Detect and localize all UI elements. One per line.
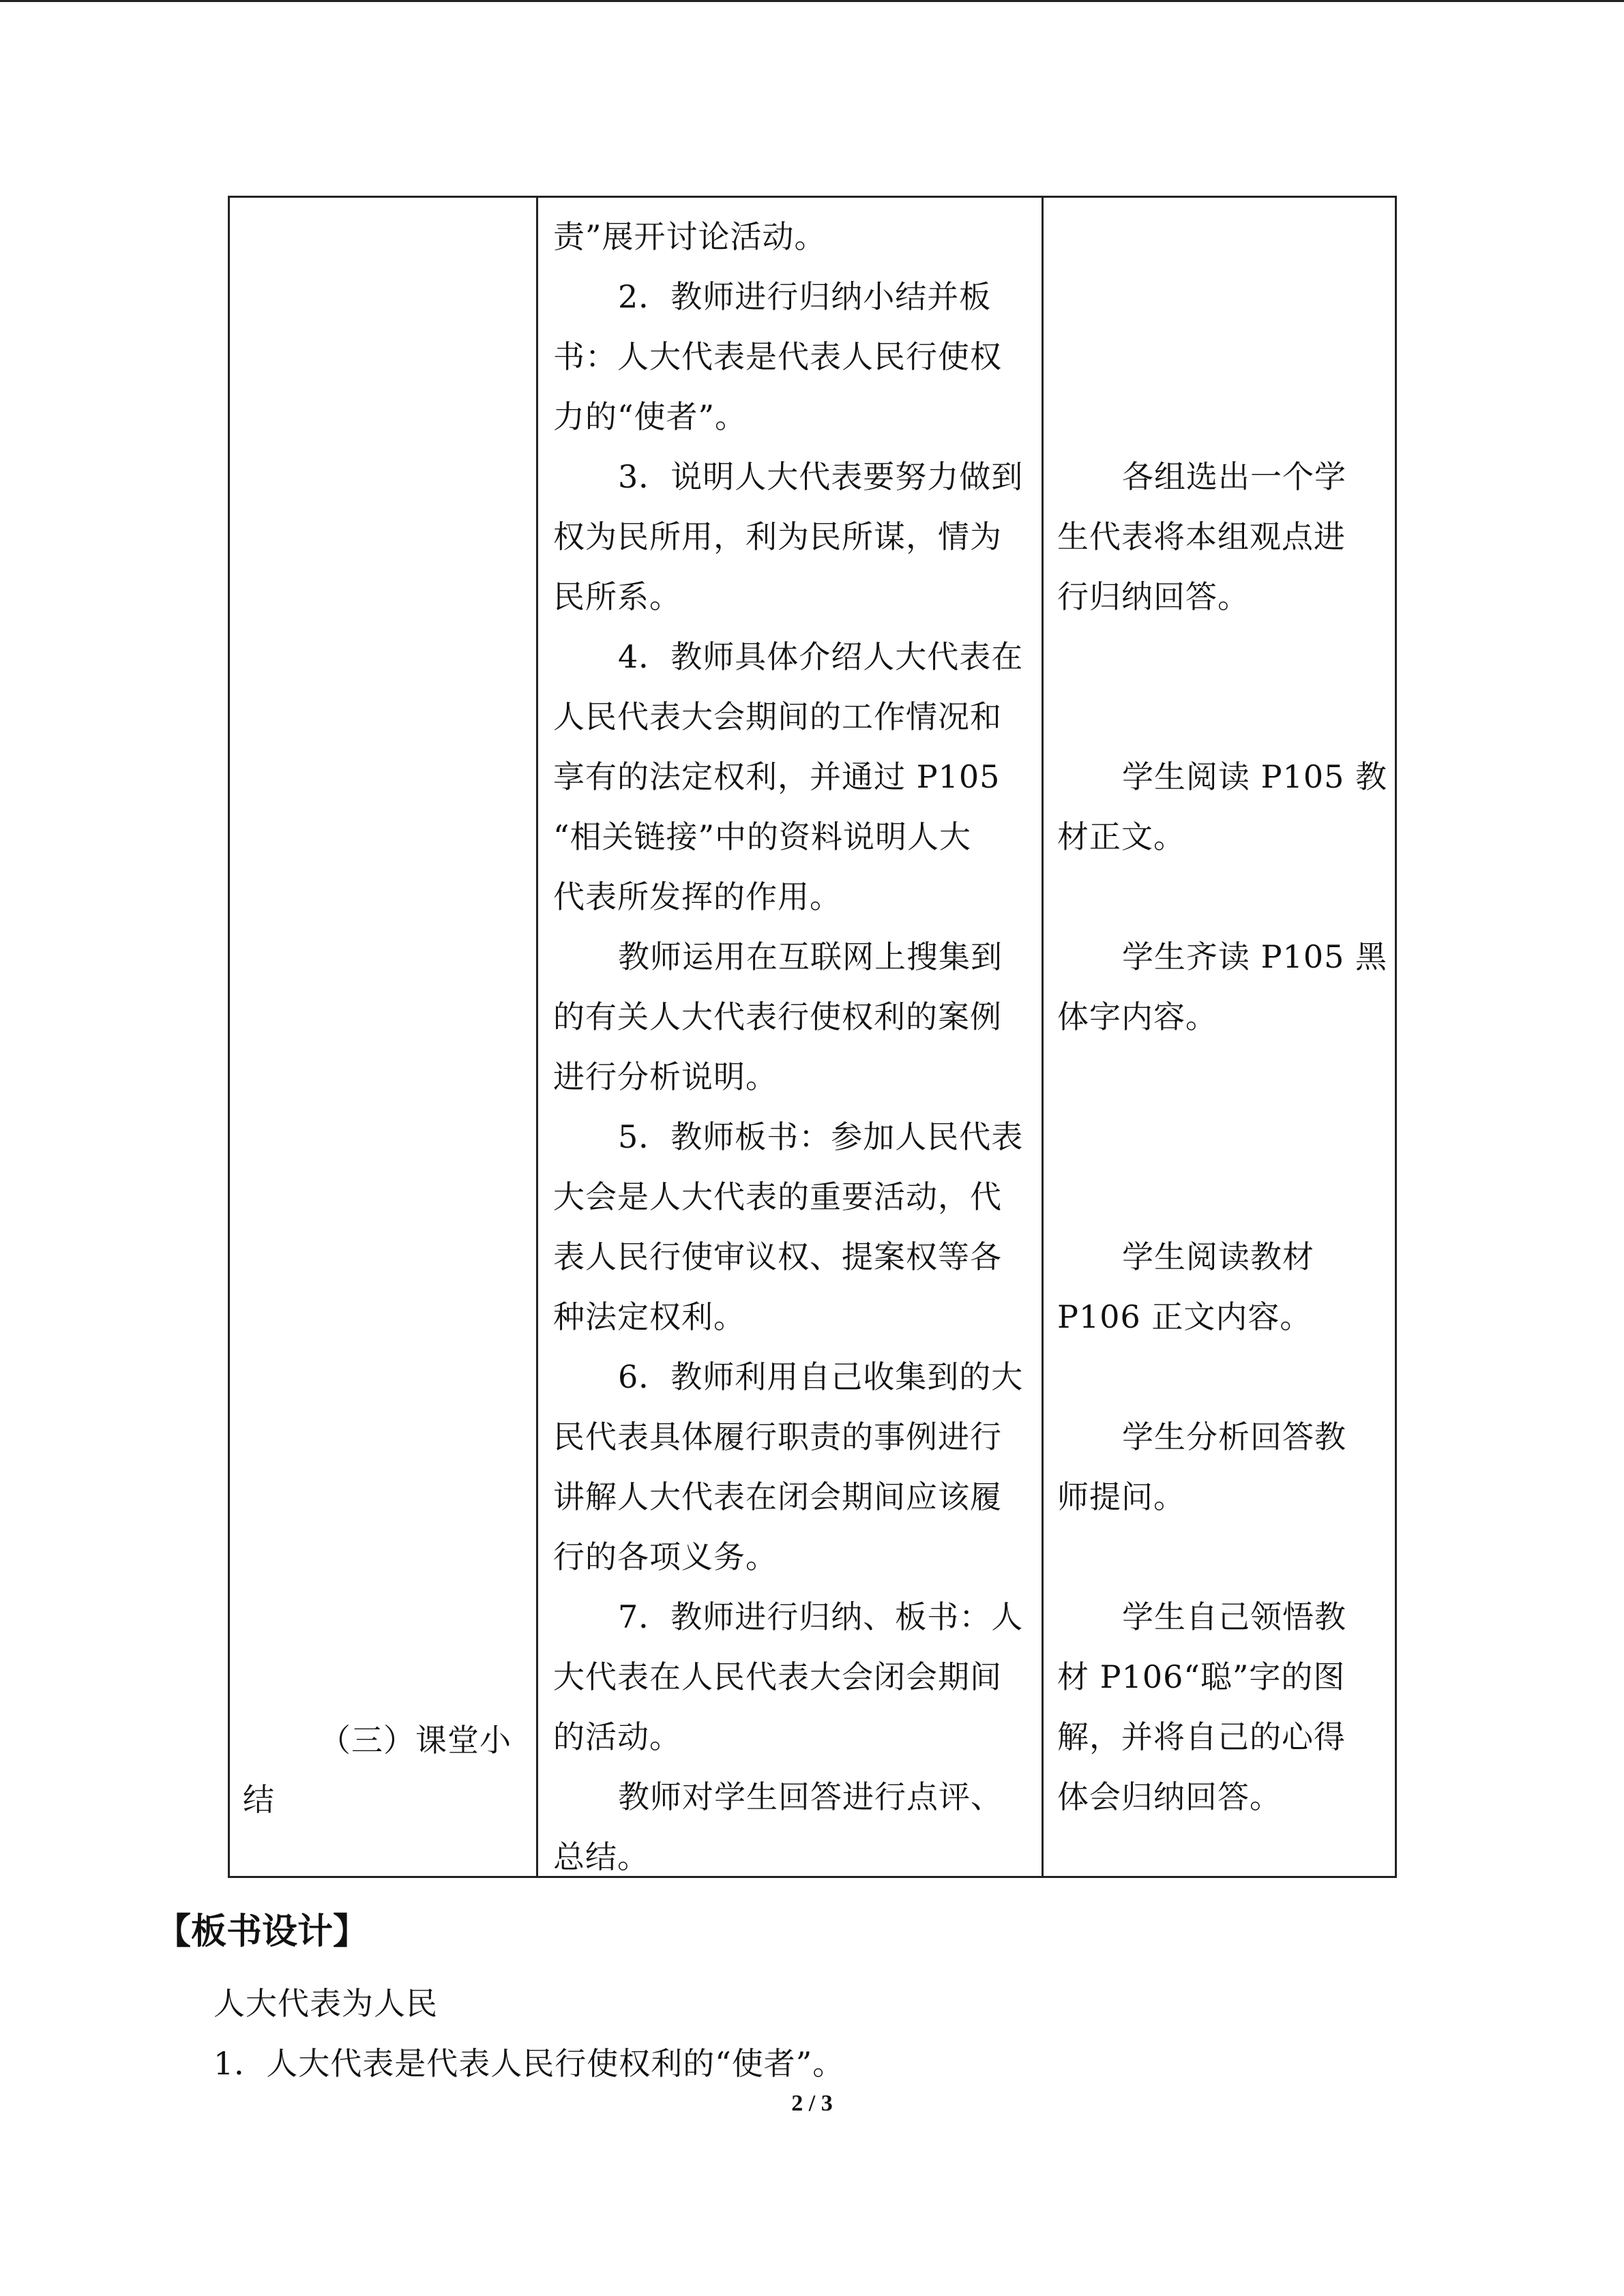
right-cell-line: 师提问。 [1057, 1478, 1185, 1515]
left-cell-line: 结 [243, 1781, 275, 1818]
right-cell-line: 材正文。 [1057, 818, 1185, 855]
right-cell-line: 学生齐读 P105 黑 [1122, 938, 1387, 975]
right-cell-line: 体字内容。 [1057, 998, 1217, 1035]
board-title: 人大代表为人民 [213, 1985, 438, 2022]
middle-cell-line: “相关链接”中的资料说明人大 [553, 818, 972, 855]
column-divider-1 [536, 198, 538, 1876]
middle-cell-line: 种法定权利。 [553, 1298, 745, 1335]
middle-cell-line: 表人民行使审议权、提案权等各 [553, 1238, 1002, 1275]
middle-cell-line: 人民代表大会期间的工作情况和 [553, 698, 1002, 735]
right-cell-line: 解，并将自己的心得 [1057, 1718, 1346, 1755]
middle-cell-line: 享有的法定权利，并通过 P105 [553, 758, 1001, 795]
right-cell-line: 材 P106“聪”字的图 [1057, 1658, 1346, 1695]
left-cell-line: （三）课堂小 [319, 1722, 512, 1759]
right-cell-line: 体会归纳回答。 [1057, 1778, 1282, 1815]
middle-cell-line: 4．教师具体介绍人大代表在 [618, 638, 1024, 675]
right-cell-line: 生代表将本组观点进 [1057, 518, 1346, 555]
middle-cell-line: 书：人大代表是代表人民行使权 [553, 338, 1002, 375]
middle-cell-line: 教师运用在互联网上搜集到 [618, 938, 1003, 975]
middle-cell-line: 民代表具体履行职责的事例进行 [553, 1418, 1002, 1455]
column-divider-2 [1042, 198, 1044, 1876]
middle-cell-line: 行的各项义务。 [553, 1538, 778, 1575]
middle-cell-line: 的活动。 [553, 1718, 681, 1755]
middle-cell-line: 权为民所用，利为民所谋，情为 [553, 518, 1002, 555]
middle-cell-line: 2．教师进行归纳小结并板 [618, 278, 992, 315]
right-cell-line: P106 正文内容。 [1057, 1298, 1312, 1335]
board-item: 1．人大代表是代表人民行使权利的“使者”。 [213, 2045, 845, 2082]
middle-cell-line: 讲解人大代表在闭会期间应该履 [553, 1478, 1002, 1515]
right-cell-line: 各组选出一个学 [1122, 458, 1346, 495]
middle-cell-line: 责”展开讨论活动。 [553, 218, 827, 255]
page-top-border [0, 0, 1624, 2]
middle-cell-line: 的有关人大代表行使权利的案例 [553, 998, 1002, 1035]
middle-cell-line: 7．教师进行归纳、板书：人 [618, 1598, 1024, 1635]
middle-cell-line: 大代表在人民代表大会闭会期间 [553, 1658, 1002, 1695]
middle-cell-line: 力的“使者”。 [553, 398, 748, 435]
right-cell-line: 学生阅读 P105 教 [1122, 758, 1387, 795]
middle-cell-line: 教师对学生回答进行点评、 [618, 1778, 1003, 1815]
right-cell-line: 学生自己领悟教 [1122, 1598, 1346, 1635]
right-cell-line: 行归纳回答。 [1057, 578, 1250, 615]
middle-cell-line: 总结。 [553, 1838, 649, 1875]
right-cell-line: 学生阅读教材 [1122, 1238, 1314, 1275]
middle-cell-line: 民所系。 [553, 578, 681, 615]
section-heading: 【板书设计】 [156, 1911, 369, 1952]
middle-cell-line: 5．教师板书：参加人民代表 [618, 1118, 1024, 1155]
page-number: 2 / 3 [791, 2091, 833, 2116]
middle-cell-line: 6．教师利用自己收集到的大 [618, 1358, 1024, 1395]
middle-cell-line: 3．说明人大代表要努力做到 [618, 458, 1024, 495]
right-cell-line: 学生分析回答教 [1122, 1418, 1346, 1455]
middle-cell-line: 大会是人大代表的重要活动，代 [553, 1178, 1002, 1215]
middle-cell-line: 代表所发挥的作用。 [553, 878, 842, 915]
middle-cell-line: 进行分析说明。 [553, 1058, 778, 1095]
